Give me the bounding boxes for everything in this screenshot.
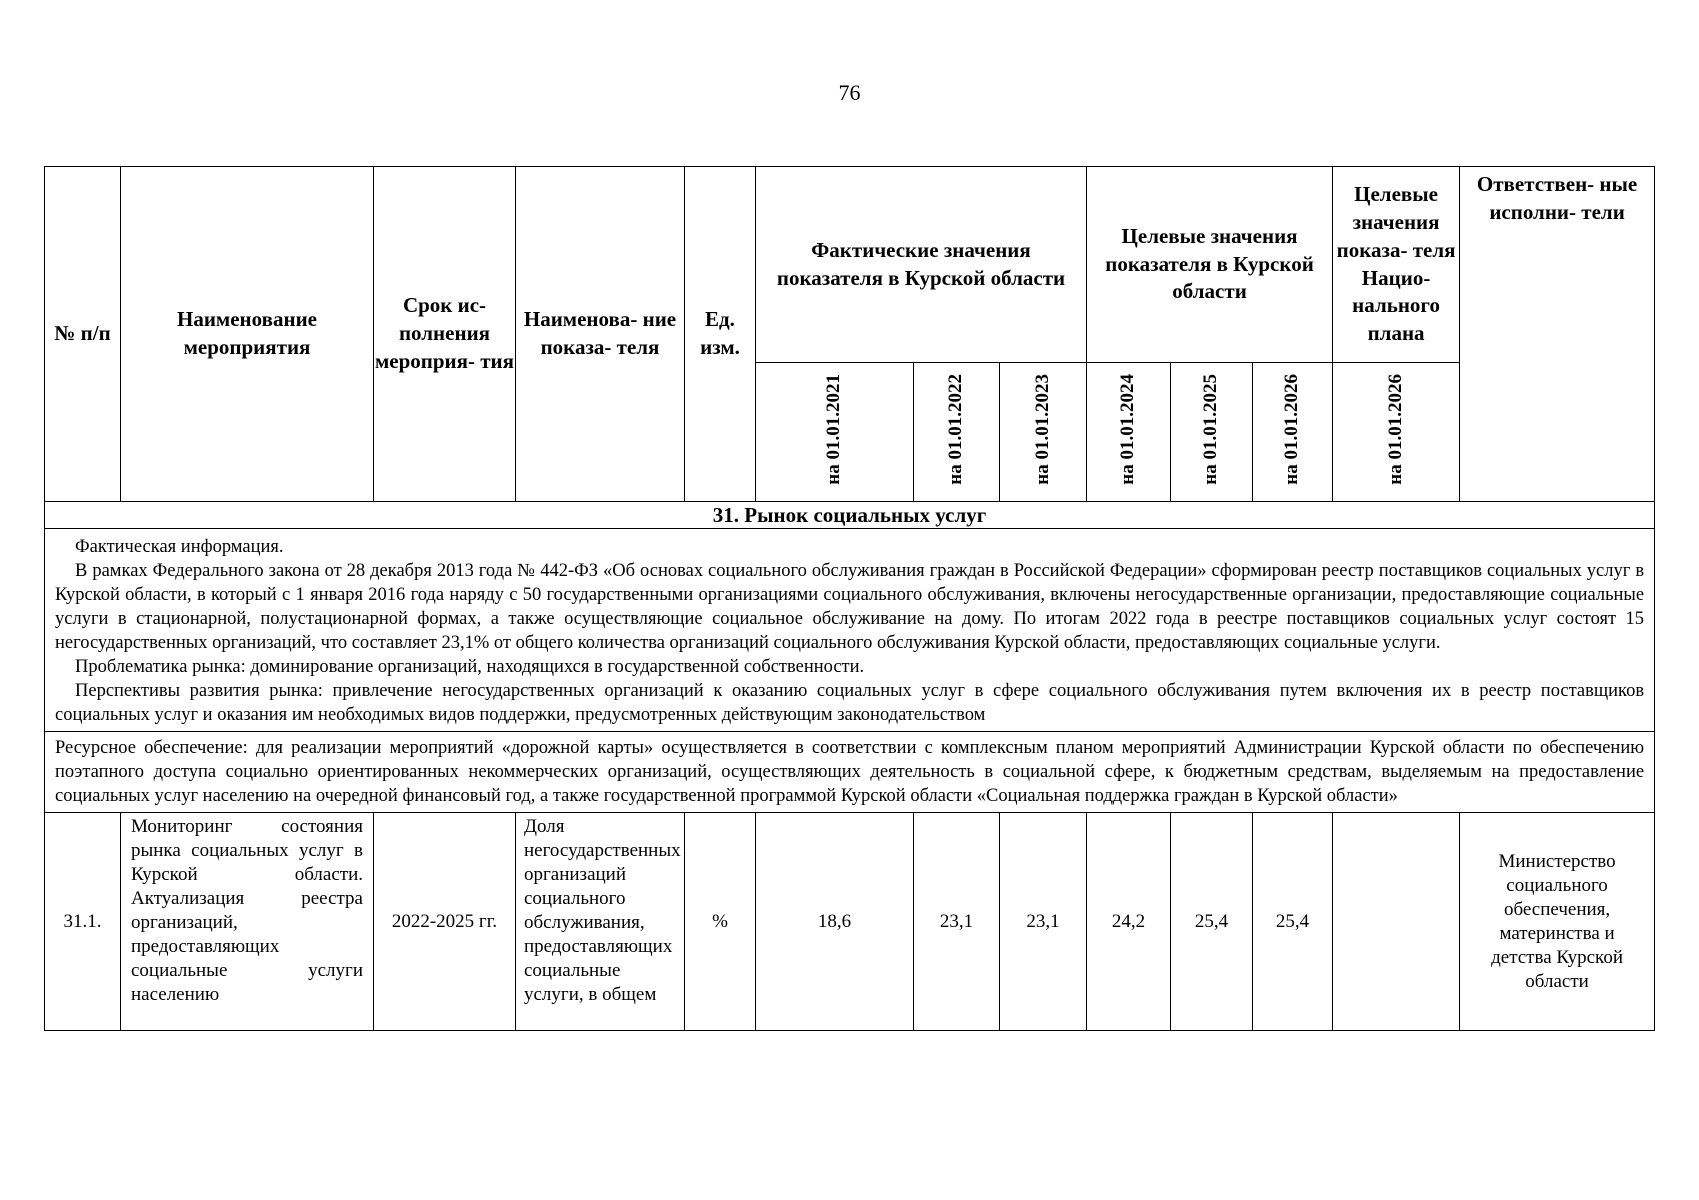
roadmap-table xyxy=(44,166,1655,1031)
header-date-2024: на 01.01.2024 xyxy=(1087,363,1171,502)
row-value-2022: 23,1 xyxy=(914,813,1000,1031)
row-event-name: Мониторинг состояния рынка социальных услуг в Курской области. Актуализация реестра организаций, предоставляющих социальные услуги населению xyxy=(121,813,374,1031)
row-term: 2022-2025 гг. xyxy=(374,813,516,1031)
header-responsible: Ответствен- ные исполни- тели xyxy=(1460,167,1655,502)
table-row xyxy=(45,813,1655,1031)
header-date-2023: на 01.01.2023 xyxy=(1000,363,1087,502)
row-value-national xyxy=(1333,813,1460,1031)
header-date-2025: на 01.01.2025 xyxy=(1171,363,1253,502)
row-value-2023: 23,1 xyxy=(1000,813,1087,1031)
header-date-2026: на 01.01.2026 xyxy=(1253,363,1333,502)
header-target-values: Целевые значения показателя в Курской области xyxy=(1087,167,1333,363)
header-date-2022: на 01.01.2022 xyxy=(914,363,1000,502)
section-title: 31. Рынок социальных услуг xyxy=(45,502,1655,529)
row-value-2025: 25,4 xyxy=(1171,813,1253,1031)
header-event-name: Наименование мероприятия xyxy=(121,167,374,502)
row-value-2024: 24,2 xyxy=(1087,813,1171,1031)
header-unit: Ед. изм. xyxy=(685,167,756,502)
row-responsible: Министерство социального обеспечения, материнства и детства Курской области xyxy=(1460,813,1655,1031)
row-num: 31.1. xyxy=(45,813,121,1031)
info-paragraph: Фактическая информация. xyxy=(75,537,284,557)
info-paragraph: Проблематика рынка: доминирование организаций, находящихся в государственной собственности. xyxy=(75,657,865,677)
page-number: 76 xyxy=(838,80,861,105)
section-info xyxy=(45,529,1655,732)
header-term: Срок ис- полнения мероприя- тия xyxy=(374,167,516,502)
header-date-2021: на 01.01.2021 xyxy=(756,363,914,502)
row-indicator: Доля негосударственных организаций социального обслуживания, предоставляющих социальные услуги, в общем xyxy=(516,813,685,1031)
info-paragraph: В рамках Федерального закона от 28 декабря 2013 года № 442-ФЗ «Об основах социального обслуживания граждан в Российской Федерации» сформирован реестр поставщиков социальных услуг в Курской области, в который с 1 января 2016 года наряду с 50 государственными организациями социального обслуживания, включены негосударственные организации, предоставляющие социальные услуги в стационарной, полустационарной формах, а также осуществляющие социальное обслуживание на дому. По итогам 2022 года в реестре поставщиков социальных услуг состоят 15 негосударственных организаций, что составляет 23,1% от общего количества организаций социального обслуживания Курской области, предоставляющих социальные услуги. xyxy=(55,561,1645,653)
info-paragraph: Перспективы развития рынка: привлечение негосударственных организаций к оказанию социальных услуг в сфере социального обслуживания путем включения их в реестр поставщиков социальных услуг и оказания им необходимых видов поддержки, предусмотренных действующим законодательством xyxy=(55,681,1645,725)
row-value-2021: 18,6 xyxy=(756,813,914,1031)
header-date-national-2026: на 01.01.2026 xyxy=(1333,363,1460,502)
row-unit: % xyxy=(685,813,756,1031)
header-actual-values: Фактические значения показателя в Курской области xyxy=(756,167,1087,363)
section-resource: Ресурсное обеспечение: для реализации мероприятий «дорожной карты» осуществляется в соответствии с комплексным планом мероприятий Администрации Курской области по обеспечению поэтапного доступа социально ориентированных некоммерческих организаций, осуществляющих деятельность в социальной сфере, к бюджетным средствам, выделяемым на предоставление социальных услуг населению на очередной финансовый год, а также государственной программой Курской области «Социальная поддержка граждан в Курской области» xyxy=(45,732,1655,813)
header-num: № п/п xyxy=(45,167,121,502)
header-national-values: Целевые значения показа- теля Нацио- нального плана xyxy=(1333,167,1460,363)
row-value-2026: 25,4 xyxy=(1253,813,1333,1031)
header-indicator: Наименова- ние показа- теля xyxy=(516,167,685,502)
